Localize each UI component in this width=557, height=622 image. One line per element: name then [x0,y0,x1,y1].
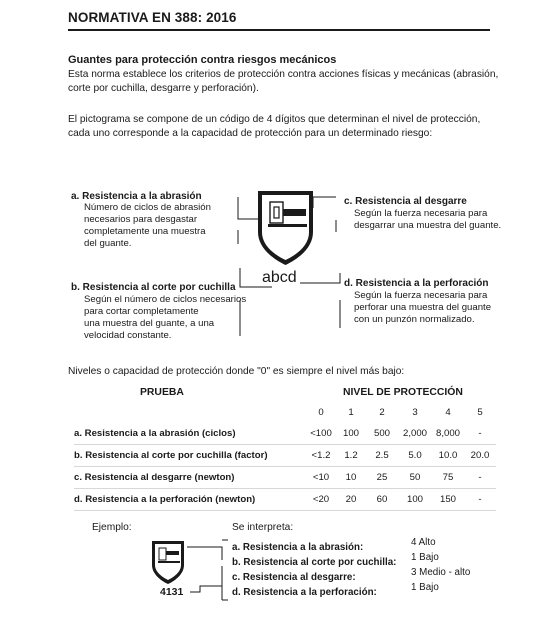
section-heading: Guantes para protección contra riesgos mecánicos [68,54,337,66]
label-d-title: d. Resistencia a la perforación [344,278,489,289]
example-label: Ejemplo: [92,522,132,533]
label-d-desc-line: con un punzón normalizado. [354,314,475,325]
label-a-desc-line: del guante. [84,238,132,249]
example-interpretation-list [232,537,532,597]
list-item [232,552,532,567]
label-c-desc-line: Según la fuerza necesaria para [354,208,488,219]
page-title: NORMATIVA EN 388: 2016 [68,10,237,25]
table-cell: 25 [366,467,398,489]
table-level-number: 1 [348,407,354,418]
example-hammer-icon [159,548,166,560]
example-code: 4131 [160,586,184,598]
table-level-number: 0 [318,407,324,418]
label-d-desc-line: Según la fuerza necesaria para [354,290,488,301]
example-item-value: 1 Bajo [411,582,439,593]
table-cell: <100 [306,423,336,445]
label-a-title: a. Resistencia a la abrasión [71,191,202,202]
label-b-desc-line: para cortar completamente [84,306,199,317]
example-connector-bottom [190,586,222,592]
example-interp-label: Se interpreta: [232,522,294,533]
label-d-desc-line: perforar una muestra del guante [354,302,492,313]
table-cell: 8,000 [432,423,464,445]
table-cell: 10 [336,467,366,489]
table-row-label: c. Resistencia al desgarre (newton) [74,467,306,489]
table-cell: 2.5 [366,445,398,467]
table-cell: 75 [432,467,464,489]
example-item-label: b. Resistencia al corte por cuchilla: [232,557,397,568]
table-cell: 100 [398,489,432,511]
label-a-desc-line: Número de ciclos de abrasión [84,202,211,213]
table-header-test: PRUEBA [140,387,184,398]
table-cell: <1.2 [306,445,336,467]
list-item [232,567,532,582]
table-row-label: a. Resistencia a la abrasión (ciclos) [74,423,306,445]
table-header-level: NIVEL DE PROTECCIÓN [343,387,463,398]
label-b-desc-line: una muestra del guante, a una [84,318,215,329]
table-cell: - [464,489,496,511]
table-cell: <10 [306,467,336,489]
label-a-desc-line: necesarios para desgastar [84,214,198,225]
table-level-number: 2 [379,407,385,418]
intro-p2-line2: cada uno corresponde a la capacidad de protección para un determinado riesgo: [68,127,433,139]
table-level-number: 3 [412,407,418,418]
table-cell: 5.0 [398,445,432,467]
table-cell: <20 [306,489,336,511]
example-item-label: d. Resistencia a la perforación: [232,587,377,598]
table-cell: 100 [336,423,366,445]
table-cell: - [464,423,496,445]
table-cell: 60 [366,489,398,511]
example-item-value: 4 Alto [411,537,436,548]
label-c-desc-line: desgarrar una muestra del guante. [354,220,502,231]
table-cell: 500 [366,423,398,445]
label-a-desc-line: completamente una muestra [84,226,206,237]
table-cell: - [464,467,496,489]
example-item-value: 1 Bajo [411,552,439,563]
list-item [232,582,532,597]
intro-p2-line1: El pictograma se compone de un código de 4 dígitos que determinan el nivel de protección, [68,114,481,125]
example-item-label: a. Resistencia a la abrasión: [232,542,364,553]
label-b-desc-line: velocidad constante. [84,330,172,341]
table-level-number: 4 [445,407,451,418]
intro-p1-line2: corte por cuchilla, desgarre y perforación). [68,82,259,94]
example-shield-icon [152,541,184,584]
intro-p1-line1: Esta norma establece los criterios de protección contra acciones físicas y mecánicas (abrasión, [68,69,499,80]
table-level-number: 5 [477,407,483,418]
example-connector-top [187,547,222,560]
table-row-label: b. Resistencia al corte por cuchilla (factor) [74,445,306,467]
levels-note: Niveles o capacidad de protección donde "0" es siempre el nivel más bajo: [68,366,405,377]
table-row-label: d. Resistencia a la perforación (newton) [74,489,306,511]
label-c-title: c. Resistencia al desgarre [344,196,467,207]
table-cell: 150 [432,489,464,511]
label-b-title: b. Resistencia al corte por cuchilla [71,282,236,293]
table-cell: 20 [336,489,366,511]
pictogram-code: abcd [262,269,297,286]
table-cell: 2,000 [398,423,432,445]
label-b-desc-line: Según el número de ciclos necesarios [84,294,247,305]
example-item-value: 3 Medio - alto [411,567,471,578]
table-cell: 1.2 [336,445,366,467]
list-item [232,537,532,552]
example-item-label: c. Resistencia al desgarre: [232,572,356,583]
table-cell: 20.0 [464,445,496,467]
table-cell: 10.0 [432,445,464,467]
table-cell: 50 [398,467,432,489]
